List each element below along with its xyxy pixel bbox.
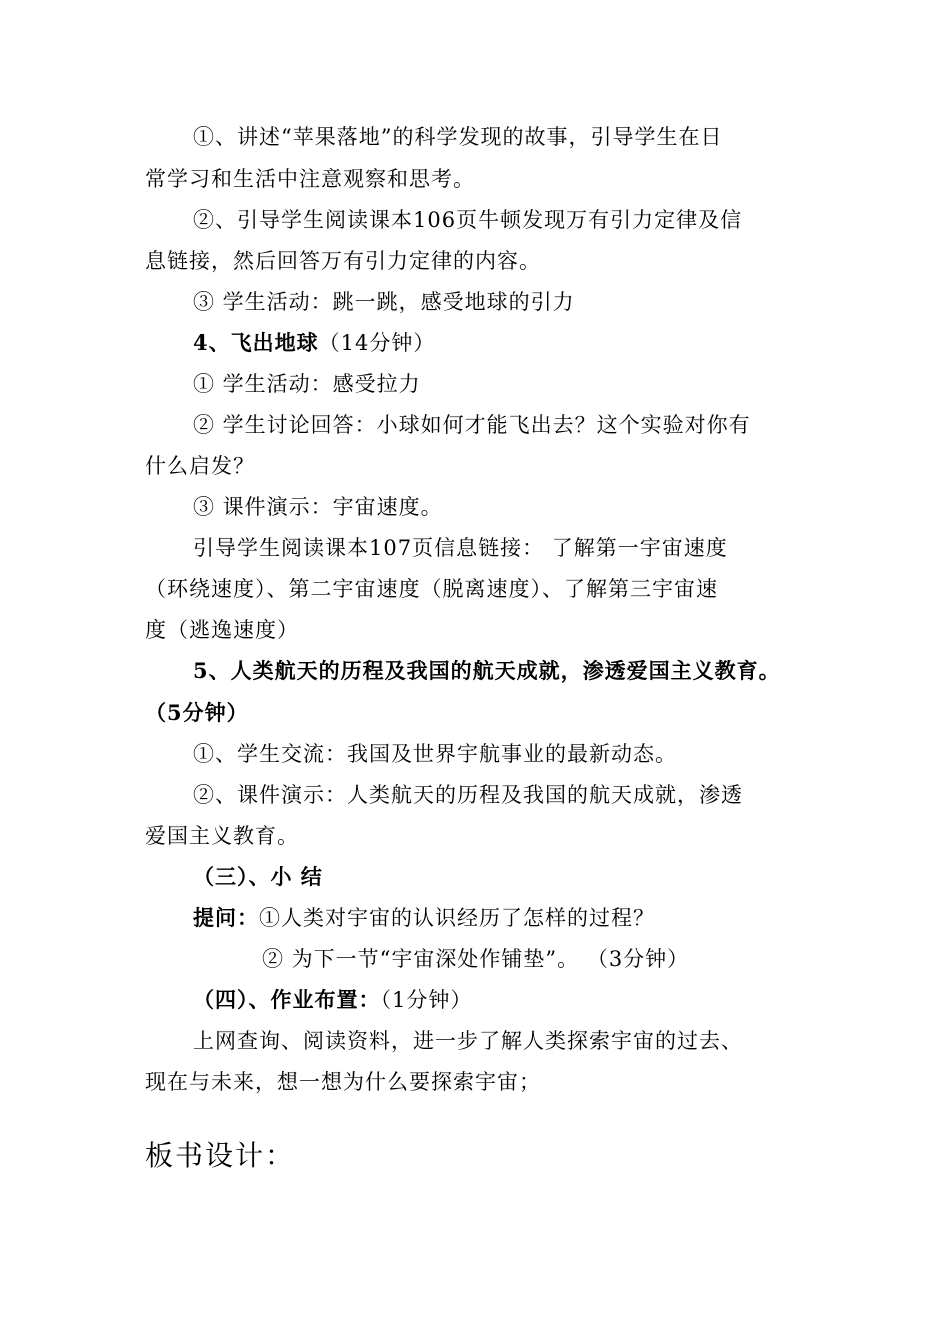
section-heading-4-title: 4、飞出地球 — [193, 330, 319, 355]
paragraph-line: ① 学生活动：感受拉力 — [193, 372, 421, 396]
homework-heading-time: （1分钟） — [380, 988, 473, 1012]
paragraph-line: ①、讲述“苹果落地”的科学发现的故事，引导学生在日 — [193, 125, 723, 149]
question-text: ①人类对宇宙的认识经历了怎样的过程？ — [259, 906, 655, 930]
paragraph-line: 度（逃逸速度） — [145, 618, 299, 642]
paragraph-line: ②、引导学生阅读课本106页牛顿发现万有引力定律及信 — [193, 208, 743, 232]
paragraph-line: ② 学生讨论回答：小球如何才能飞出去？这个实验对你有 — [193, 413, 751, 437]
homework-heading-title: （四）、作业布置： — [193, 987, 381, 1012]
section-heading-5: 5、人类航天的历程及我国的航天成就，渗透爱国主义教育。 — [193, 658, 781, 683]
section-heading-4-time: （14分钟） — [318, 331, 436, 355]
paragraph-line: （环绕速度）、第二宇宙速度（脱离速度）、了解第三宇宙速 — [145, 577, 718, 601]
summary-heading: （三）、小 结 — [193, 864, 323, 889]
question-line — [193, 905, 655, 931]
paragraph-line: 息链接，然后回答万有引力定律的内容。 — [145, 249, 541, 273]
board-design-heading: 板书设计： — [145, 1139, 296, 1172]
paragraph-line: ①、学生交流：我国及世界宇航事业的最新动态。 — [193, 742, 677, 766]
question-label: 提问： — [193, 905, 259, 930]
section-heading-5-time: （5分钟） — [145, 700, 249, 725]
paragraph-line: 常学习和生活中注意观察和思考。 — [145, 167, 475, 191]
paragraph-line: ② 为下一节“宇宙深处作铺垫”。 （3分钟） — [262, 947, 690, 971]
homework-heading — [193, 987, 472, 1013]
paragraph-line: 什么启发？ — [145, 454, 255, 478]
paragraph-line: ③ 课件演示：宇宙速度。 — [193, 495, 443, 519]
paragraph-line: ②、课件演示：人类航天的历程及我国的航天成就，渗透 — [193, 783, 743, 807]
paragraph-line: 现在与未来，想一想为什么要探索宇宙； — [145, 1070, 541, 1094]
paragraph-line: 上网查询、阅读资料，进一步了解人类探索宇宙的过去、 — [193, 1029, 743, 1053]
section-heading-4 — [193, 330, 435, 356]
paragraph-line: ③ 学生活动：跳一跳，感受地球的引力 — [193, 290, 575, 314]
paragraph-line: 引导学生阅读课本107页信息链接： 了解第一宇宙速度 — [193, 536, 728, 560]
paragraph-line: 爱国主义教育。 — [145, 824, 299, 848]
